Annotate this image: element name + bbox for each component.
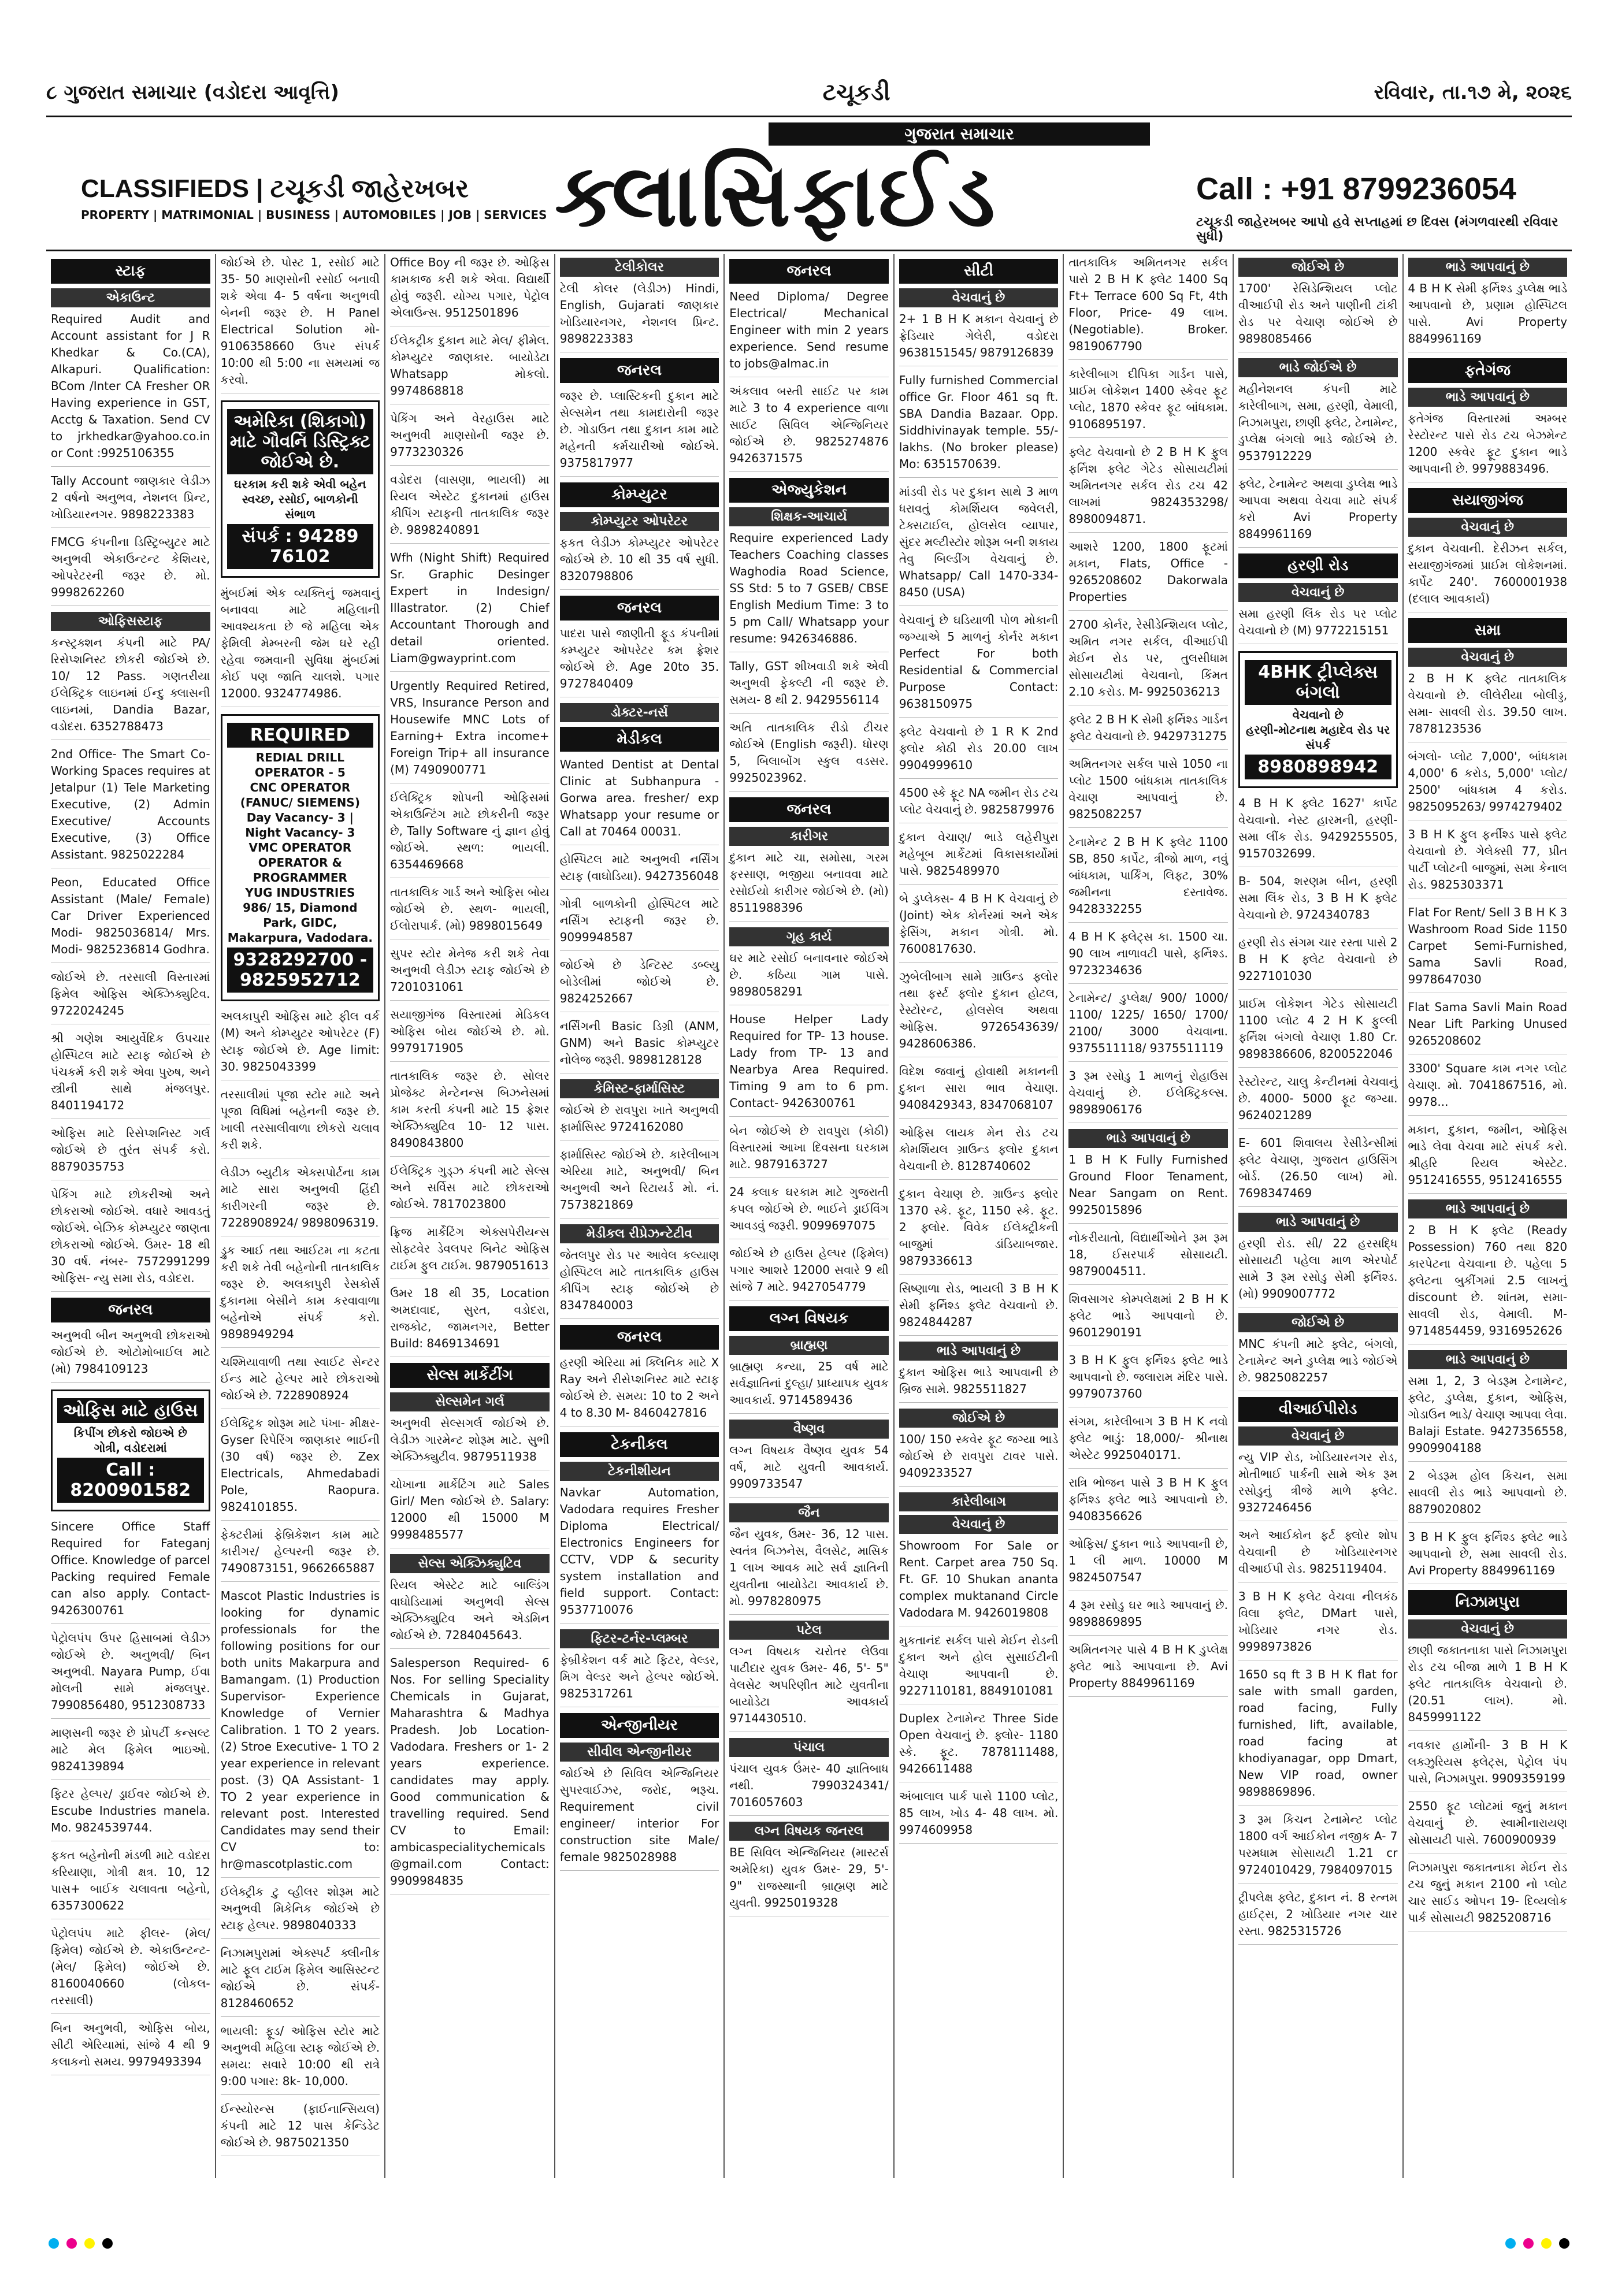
category-heading: જનરલ — [729, 797, 889, 822]
classified-ad: 2 B H K ફ્લેટ (Ready Possession) 760 તથા 820 કારપેટના વેચવાના છે. પહેલા 5 ફ્લેટના બુકીંગમાં 2.5 લાખનું discount છે. શાંતમ, સમા- સાવલી રોડ, વેમાલી. M- 9714854459, 9316952626 — [1408, 1222, 1568, 1344]
subcategory-heading: પટેલ — [729, 1621, 889, 1640]
ad-column — [1234, 254, 1404, 2178]
display-ad-line: Call : 8200901582 — [57, 1458, 204, 1503]
classified-ad: રાત્રિ ભોજન પાસે 3 B H K ફુલ ફર્નિશ્ડ ફ્લેટ ભાડે આપવાનો છે. 9408356626 — [1068, 1474, 1228, 1530]
classified-ad: જોઈએ છે રાવપુરા ખાતે અનુભવી ફાર્માસિસ્ટ 9724162080 — [560, 1102, 719, 1140]
classified-ad: અનુભવી સેલ્સગર્લ જોઈએ છે. લેડીઝ ગારમેન્ટ શોરૂમ માટે. સુભી એક્ઝિક્યુટીવ. 9879511938 — [390, 1415, 550, 1470]
classified-ad: નવકાર હાર્મોની- 3 B H K લક્ઝુરિયસ ફ્લેટ્સ, પેટ્રોલ પંપ પાસે, નિઝામપુરા. 9909359199 — [1408, 1737, 1568, 1792]
subcategory-heading: વેચવાનું છે — [899, 1515, 1059, 1534]
display-ad-line: સંપર્ક : 94289 76102 — [227, 524, 374, 569]
ad-column — [555, 254, 725, 2178]
classified-ad: બ્રાહ્મણ કન્યા, 25 વર્ષ માટે સર્વજ્ઞાતિનાં દુલ્હા/ પ્રાધ્યાપક યુવક આવકાર્ય. 9714589436 — [729, 1358, 889, 1414]
classified-ad: અંબાલાલ પાર્ક પાસે 1100 પ્લોટ, 85 લાખ, ખોડ 4- 48 લાખ. મો. 9974609958 — [899, 1788, 1059, 1844]
classified-ad: Navkar Automation, Vadodara requires Fresher Diploma Electrical/ Electronics Engineers for CCTV, VDP & security system installation and field support. Contact: 9537710076 — [560, 1484, 719, 1623]
classified-ad: ટેનામેન્ટ 2 B H K ફ્લેટ 1100 SB, 850 કાર્પેટ, ત્રીજો માળ, નવું બાંધકામ, પાર્કિંગ, લિફ્ટ, 30% જમીનના દસ્તાવેજ. 9428332255 — [1068, 834, 1228, 923]
classified-ad: બિન અનુભવી, ઓફિસ બોય, સીટી એરિયામાં, સાંજે 4 થી 9 કલાકનો સમય. 9979493394 — [51, 2020, 210, 2075]
classified-ad: વડોદરા (વાસણા, ભાયલી) મા રિયલ એસ્ટેટ દુકાનમાં હાઉસ કીપિંગ સ્ટાફની તાતકાલિક જરૂર છે. 9898240891 — [390, 471, 550, 544]
subcategory-heading: કોમ્પ્યુટર ઓપરેટર — [560, 512, 719, 531]
classified-ad: નિઝામપુરા જકાતનાકા મેઈન રોડ ટચ જુનું મકાન 2100 નો પ્લોટ ચાર સાઈડ ઓપન 19- દિવ્યલોક પાર્ક સોસાયટી 9825208716 — [1408, 1859, 1568, 1931]
display-ad-line: VMC OPERATOR — [248, 841, 352, 855]
classified-ad: Salesperson Required- 6 Nos. For selling Speciality Chemicals in Gujarat, Maharashtra & Madhya Pradesh. Job Location- Vadodara. Freshers or 1- 2 years experience. candidates may apply. Good communication & travelling required. Send CV to Email: ambicaspecialitychemicals @gmail.com Contact: 9909984835 — [390, 1655, 550, 1894]
classified-ad: ફ્લેટ 2 B H K સેમી ફર્નિશ્ડ ગાર્ડન ફ્લેટ વેચવાનો છે. 9429731275 — [1068, 711, 1228, 750]
classified-ad: Urgently Required Retired, VRS, Insurance Person and Housewife MNC Lots of Earning+ Extra income+ Foreign Trip+ all insurance (M) 7490900771 — [390, 678, 550, 783]
classified-ad: તાતકાલિક અમિતનગર સર્કલ પાસે 2 B H K ફ્લેટ 1400 Sq Ft+ Terrace 600 Sq Ft, 4th Floor, Price- 49 લાખ. (Negotiable). Broker. 9819067790 — [1068, 254, 1228, 360]
classified-ad: લેડીઝ બ્યુટીક એક્સપોર્ટના કામ માટે સારા અનુભવી હિંદી કારીગરની જરૂર છે. 7228908924/ 9898096319. — [221, 1164, 380, 1236]
category-heading: નિઝામપુરા — [1408, 1590, 1568, 1615]
classified-ad: 2700 કોર્નર, રેસીડેન્શિયલ પ્લોટ, અમિત નગર સર્કલ, વીઆઈપી મેઈન રોડ પર, તુલસીધામ સોસાયટીમાં વેચવાનો, કિંમત 2.10 કરોડ. M- 9925036213 — [1068, 616, 1228, 705]
subcategory-heading: ટેકનીશીયન — [560, 1462, 719, 1481]
classified-ad: ઓફિસ માટે રિસેપ્શનિસ્ટ ગર્લ જોઈએ છે તુરંત સંપર્ક કરો. 8879035753 — [51, 1125, 210, 1180]
category-list: PROPERTY | MATRIMONIAL | BUSINESS | AUTOMOBILES | JOB | SERVICES — [81, 208, 547, 222]
classified-ad: વિદેશ જવાનું હોવાથી મકાનની દુકાન સારા ભાવ વેચાણ. 9408429343, 8347068107 — [899, 1063, 1059, 1119]
subcategory-heading: વેચવાનું છે — [1238, 583, 1398, 602]
classified-ad: MNC કંપની માટે ફ્લેટ, બંગલો, ટેનામેન્ટ અને ડુપ્લેક્ષ ભાડે જોઈએ છે. 9825082257 — [1238, 1336, 1398, 1391]
subcategory-heading: ભાડે આપવાનું છે — [1408, 388, 1568, 407]
subcategory-heading: ફિટર-ટર્નર-પ્લમ્બર — [560, 1629, 719, 1648]
classified-ad: House Helper Lady Required for TP- 13 house. Lady from TP- 13 and Nearbya Area Required. Timing 9 am to 6 pm. Contact- 9426300761 — [729, 1011, 889, 1117]
display-ad — [221, 400, 380, 578]
ad-column — [1404, 254, 1572, 2178]
black-mark — [1559, 2238, 1569, 2249]
classified-ad: પેટ્રોલપંપ માટે ફીલર- (મેલ/ ફિમેલ) જોઈએ છે. એકાઉન્ટન્ટ- (મેલ/ ફિમેલ) જોઈએ છે. 8160040660 (લોકલ- તરસાલી) — [51, 1925, 210, 2014]
display-ad-line: હરણી-મોટનાથ મહાદેવ રોડ પર — [1246, 723, 1390, 737]
classified-ad: 4500 સ્કે ફૂટ NA જમીન રોડ ટચ પ્લોટ વેચવાનું છે. 9825879976 — [899, 785, 1059, 823]
classified-ad: ઈન્સ્યોરન્સ (ફાઈનાન્સિયલ) કંપની માટે 12 પાસ કેન્ડિડેટ જોઈએ છે. 9875021350 — [221, 2101, 380, 2156]
classified-ad: નિઝામપુરામાં એક્સ્પર્ટ ક્લીનીક માટે ફૂલ ટાઈમ ફિમેલ આસિસ્ટન્ટ જોઈએ છે. સંપર્ક- 8128460652 — [221, 1945, 380, 2017]
category-heading: વીઆઈપીરોડ — [1238, 1397, 1398, 1422]
classified-ad: દુકાન વેચવાની. દેરીઝન સર્કલ, સયાજીગંજમાં પ્રાઈમ લોકેશનમાં. કાર્પેટ 240'. 7600001938 (દલાલ આવકાર્ય) — [1408, 540, 1568, 612]
classified-ad: 1700' રેસિડેન્શિયલ પ્લોટ વીઆઈપી રોડ અને પાણીની ટાંકી રોડ પર વેચાણ જોઈએ છે 9898085466 — [1238, 280, 1398, 352]
display-ad — [1238, 651, 1398, 788]
classified-ad: સયાજીગંજ વિસ્તારમાં મેડિકલ ઓફિસ બોય જોઈએ છે. મો. 9979171905 — [390, 1006, 550, 1062]
classified-ad: ફેક્ટરીમાં ફેબ્રિકેશન કામ માટે કારીગર/ હેલ્પરની જરૂર છે. 7490873151, 9662665887 — [221, 1526, 380, 1582]
magenta-mark — [66, 2238, 77, 2249]
classified-ad: ચશ્મિયાવાળી તથા સ્વાઈટ સેન્ટર ઈન્ડ માટે હેલ્પર મારે છોકરાઓ જોઈએ છે. 7228908924 — [221, 1354, 380, 1409]
classified-ad: ઈલેક્ટ્રીક ટુ વ્હીલર શોરૂમ માટે અનુભવી મિકેનિક જોઈએ છે સ્ટાફ હેલ્પર. 9898040333 — [221, 1883, 380, 1939]
category-heading: ફતેગંજ — [1408, 358, 1568, 383]
classified-ad: દુકાન ઓફિસ ભાડે આપવાની છે બ્રિજ સામે. 9825511827 — [899, 1364, 1059, 1403]
classified-ad: ફેબ્રીકેશન વર્ક માટે ફિટર, વેલ્ડર, મિગ વેલ્ડર અને હેલ્પર જોઈએ. 9825317261 — [560, 1652, 719, 1707]
subcategory-heading: જોઈએ છે — [1238, 258, 1398, 277]
subcategory-heading: ભાડે આપવાનું છે — [1408, 1199, 1568, 1218]
subcategory-heading: વેચવાનું છે — [1408, 1619, 1568, 1639]
subcategory-heading: જૈન — [729, 1503, 889, 1522]
classified-ad: બે ડુપ્લેક્સ- 4 B H K વેચવાનું છે (Joint) એક કોર્નરમાં અને એક ફેસિંગ, મકાન ગોત્રી. મો. 7600817630. — [899, 890, 1059, 963]
subcategory-heading: સીવીલ એન્જીનીયર — [560, 1743, 719, 1762]
subcategory-heading: કેમિસ્ટ-ફાર્માસિસ્ટ — [560, 1079, 719, 1098]
classified-ad: દુકાન વેચાણ છે. ગ્રાઉન્ડ ફ્લોર 1370 સ્કે. ફૂટ, 1150 સ્કે. ફૂટ. 2 ફ્લોર. વિવેક ઈલેક્ટ્રીકની બાજુમાં ડાંડિયાબજાર. 9879336613 — [899, 1186, 1059, 1275]
classified-ad: ભાયલી: ફૂડ/ ઓફિસ સ્ટોર માટે અનુભવી મહિલા સ્ટાફ જોઈએ છે. સમય: સવારે 10:00 થી રાત્રે 9:00 પગાર: 8k- 10,000. — [221, 2023, 380, 2095]
classified-ad: 3 B H K ફુલ ફર્નિશ્ડ ફ્લેટ ભાડે આપવાનો છે. જલારામ મંદિર પાસે. 9979073760 — [1068, 1352, 1228, 1407]
masthead-title: ક્લાસિફાઈડ — [555, 146, 998, 246]
classified-ad: કારેલીબાગ દીપિકા ગાર્ડન પાસે, પ્રાઈમ લોકેશન 1400 સ્કેવર ફૂટ પ્લોટ, 1870 સ્કેવર ફૂટ બાંધકામ. 9106895197. — [1068, 366, 1228, 438]
classified-ad: માંડવી રોડ પર દુકાન સાથે 3 માળ ધરાવતું કોમર્શિયલ જવેલરી, ટેક્સટાઈલ, હોલસેલ વ્યાપાર, સુંદર મલ્ટીસ્ટોર શોરૂમ બની શકાય તેવુ બિલ્ડીંગ વેચવાનું છે. Whatsapp/ Call 1470-334-8450 (USA) — [899, 484, 1059, 606]
category-heading: સીટી — [899, 259, 1059, 284]
classified-ad: 4 B H K સેમી ફર્નિશ્ડ ડુપ્લેક્ષ ભાડે આપવાનો છે, પ્રણામ હોસ્પિટલ પાસે. Avi Property 8849961169 — [1408, 280, 1568, 352]
classified-ad: નોકરીયાતો, વિદ્યાર્થીઓને રૂમ રૂમ 18, ઈસરપાર્ક સોસાયટી. 9879004511. — [1068, 1229, 1228, 1285]
display-ad-line: કિપીંગ છોકરો જોઇએ છે — [73, 1426, 187, 1440]
classified-ad: તાતકાલિક જરૂર છે. સોલર પ્રોજેક્ટ મેન્ટેનન્સ બિઝનેસમાં કામ કરતી કંપની માટે 15 ફ્રેશર એક્ઝિક્યુટિવ 10- 12 પાસ. 8490843800 — [390, 1068, 550, 1157]
classified-ad: B- 504, શરણમ બીન, હરણી સમા લિંક રોડ, 3 B H K ફ્લેટ વેચવાનો છે. 9724340783 — [1238, 873, 1398, 928]
classified-ad: Wanted Dentist at Dental Clinic at Subhanpura - Gorwa area. fresher/ exp Whatsapp your resume or Call at 70464 00031. — [560, 756, 719, 845]
classified-ad: 2 બેડરૂમ હોલ કિચન, સમા સાવલી રોડ ભાડે આપવાનો છે. 8879020802 — [1408, 1467, 1568, 1523]
classified-ad: જૈન યુવક, ઉમર- 36, 12 પાસ. સ્વતંત્ર બિઝનેસ, વૈલસેટ, માસિક 1 લાખ આવક માટે સર્વ જ્ઞાતિની યુવતીના બાયોડેટા આવકાર્ય છે. મો. 9978280975 — [729, 1526, 889, 1615]
display-ad-line: Day Vacancy- 3 | Night Vacancy- 3 — [245, 811, 355, 839]
classified-ad: પાદરા પાસે જાણીતી ફૂડ કંપનીમાં કમ્પ્યુટર ઓપરેટર કમ ફ્રેશર જોઈએ છે. Age 20to 35. 9727840409 — [560, 625, 719, 697]
classified-ad: ઉમર 18 થી 35, Location અમદાવાદ, સુરત, વડોદરા, રાજકોટ, જામનગર, Better Build: 8469134691 — [390, 1285, 550, 1357]
classified-ad: દુકાન માટે ચા, સમોસા, ગરમ ફરસાણ, ભજીયા બનાવવા માટે રસોઈયો કારીગર જોઈએ છે. (મો) 8511988396 — [729, 849, 889, 922]
classified-ad: Peon, Educated Office Assistant (Male/ Female) Car Driver Experienced Modi- 9825036814/ Mrs. Modi- 9825236814 Godhra. — [51, 874, 210, 963]
subcategory-heading: ભાડે જોઈએ છે — [1238, 358, 1398, 377]
page-folio — [46, 69, 1572, 117]
classified-ad: Mascot Plastic Industries is looking for dynamic professionals for the following positions for our both units Makarpura and Bamangam. (1) Production Supervisor- Experience Knowledge of Vernier Calibration. 1 TO 2 years. (2) Stroe Executive- 1 TO 2 year experience in relevant post. (3) QA Assistant- 1 TO 2 year experience in relevant post. Interested Candidates may send their CV to: hr@mascotplastic.com — [221, 1588, 380, 1878]
subcategory-heading: એકાઉન્ટ — [51, 288, 210, 307]
classified-ad: ફ્રિજ માર્કેટિંગ એક્સપેરીયન્સ સોફ્ટવેર ડેવલપર બિનેટ ઓફિસ ટાઈમ ફુલ ટાઈમ. 9879051613 — [390, 1224, 550, 1279]
classified-ad: અમિતનગર સર્કલ પાસે 1050 ના પ્લોટ 1500 બાંધકામ તાતકાલિક વેચાણ આપવાનું છે. 9825082257 — [1068, 756, 1228, 828]
classified-ad: Required Audit and Account assistant for J R Khedkar & Co.(CA), Alkapuri. Qualification: BCom /Inter CA Fresher OR Having experience in GST, Acctg & Taxation. Send CV to jrkhedkar@yahoo.co.in or Cont :9925106355 — [51, 311, 210, 467]
classified-ad: પેકિંગ માટે છોકરીઓ અને છોકરાઓ જોઈએ. વધારે આવડતું જોઈએ. બેઝિક કોમ્પ્યુટર જાણતા છોકરાઓ જોઈએ. ઉમર- 18 થી 30 વર્ષ. નંબર- 7572991299 ઓફિસ- ન્યુ સમા રોડ, વડોદરા. — [51, 1186, 210, 1292]
classified-ad: જોઈએ છે સિવિલ એન્જિનિયર સુપરવાઈઝર, જરોદ, ભરૂચ. Requirement civil engineer/ interior For construction site Male/ female 9825028988 — [560, 1765, 719, 1871]
classified-ad: Tally Account જાણકાર લેડીઝ 2 વર્ષનો અનુભવ, નેશનલ પ્રિન્ટ, ખોડિયારનગર. 9898223383 — [51, 473, 210, 528]
display-ad — [221, 714, 380, 1001]
ad-column — [46, 254, 216, 2178]
classified-ad: હરણી એરિયા માં ક્લિનિક માટે X Ray અને રીસેપ્શનિસ્ટ માટે સ્ટાફ જોઈએ છે. સમય: 10 to 2 અને 4 to 8.30 M- 8460427816 — [560, 1354, 719, 1426]
subcategory-heading: જોઈએ છે — [899, 1409, 1059, 1428]
classified-ad: ઝુબેલીબાગ સામે ગ્રાઉન્ડ ફ્લોર તથા ફર્સ્ટ ફ્લોર દુકાન હોટલ, રેસ્ટોરન્ટ, હોલસેલ અથવા ઓફિસ. 9726543639/ 9428606386. — [899, 968, 1059, 1057]
folio-section: ટચૂકડી — [822, 79, 890, 106]
classified-ad: લગ્ન વિષયક વૈષ્ણવ યુવક 54 વર્ષ, માટે યુવતી આવકાર્ય. 9909733547 — [729, 1442, 889, 1498]
classified-ad: ફ્લેટ, ટેનામેન્ટ અથવા ડુપ્લેક્ષ ભાડે આપવા અથવા વેચવા માટે સંપર્ક કરો Avi Property 8849961169 — [1238, 475, 1398, 548]
classified-ad: Fully furnished Commercial office Gr. Floor 461 sq ft. SBA Dandia Bazaar. Opp. Siddhivinayak temple. 55/- lakhs. (No broker please) Mo: 6351570639. — [899, 372, 1059, 478]
display-ad-line: સ્વચ્છ, રસોઈ, બાળકોની સંભાળ — [242, 492, 358, 521]
classified-ad: 3300' Square કામ નગર પ્લોટ વેચાણ. મો. 7041867516, મો. 9978... — [1408, 1060, 1568, 1116]
classified-ad: ઈલેક્ટ્રિક શોપની ઓફિસમાં એકાઉન્ટિંગ માટે છોકરીની જરૂર છે, Tally Software નું જ્ઞાન હોવું જોઈએ. સ્થળ: ભાયલી. 6354469668 — [390, 789, 550, 878]
category-heading: સેલ્સ માર્કેટીંગ — [390, 1363, 550, 1388]
classified-ad: Need Diploma/ Degree Electrical/ Mechanical Engineer with min 2 years experience. Send resume to jobs@almac.in — [729, 288, 889, 377]
classified-ad: નર્સિંગની Basic ડિગ્રી (ANM, GNM) અને Basic કોમ્પ્યુટર નોલેજ જરૂરી. 9898128128 — [560, 1018, 719, 1073]
classified-ad: ઈલેકટ્રીક દુકાન માટે મેલ/ ફીમેલ. કોમ્પ્યુટર જાણકાર. બાયોડેટા Whatsapp મોકલો. 9974868818 — [390, 332, 550, 404]
classified-ad: Tally, GST શીખવાડી શકે એવી અનુભવી ફેકલ્ટી ની જરૂર છે. સમય- 8 થી 2. 9429556114 — [729, 658, 889, 714]
black-mark — [102, 2238, 113, 2249]
category-heading: એજ્યુકેશન — [729, 478, 889, 503]
classified-ad: મકાન, દુકાન, જમીન, ઓફિસ ભાડે લેવા વેચવા માટે સંપર્ક કરો. શ્રીહરિ રિયલ એસ્ટેટ. 9512416555, 9512416555 — [1408, 1121, 1568, 1194]
classified-ad: સુપર સ્ટોર મેનેજ કરી શકે તેવા અનુભવી લેડીઝ સ્ટાફ જોઈએ છે 7201031061 — [390, 945, 550, 1001]
classified-ad: ટેનામેન્ટ/ ડુપ્લેક્ષ/ 900/ 1000/ 1100/ 1225/ 1650/ 1700/ 2100/ 3000 વેચવાના. 9375511118/ 9375511119 — [1068, 990, 1228, 1062]
subcategory-heading: વૈષ્ણવ — [729, 1420, 889, 1439]
classified-ad: 2 B H K ફ્લેટ તાતકાલિક વેચવાનો છે. લીલેરીયા બોલીડ્ડ, સમા- સાવલી રોડ. 39.50 લાખ. 7878123536 — [1408, 670, 1568, 742]
classified-ad: સંગમ, કારેલીબાગ 3 B H K નવો ફ્લેટ ભાડું: 18,000/- શ્રીનાથ એસ્ટેટ 9925040171. — [1068, 1413, 1228, 1469]
newspaper-brand: ગુજરાત સમાચાર — [769, 122, 1150, 146]
classified-ad: બંગલો- પ્લોટ 7,000', બાંધકામ 4,000' 6 કરોડ, 5,000' પ્લોટ/ 2500' બાંધકામ 4 કરોડ. 9825095263/ 9974279402 — [1408, 748, 1568, 820]
classified-ad: Sincere Office Staff Required for Fateganj Office. Knowledge of parcel Packing required Female can also apply. Contact- 9426300761 — [51, 1518, 210, 1624]
classified-ad: E- 601 શિવાલય રેસીડેન્સીમાં ફ્લેટ વેચાણ, ગુજરાત હાઉસિંગ બોર્ડ. (26.50 લાખ) મો. 7698347469 — [1238, 1135, 1398, 1207]
magenta-mark — [1523, 2238, 1534, 2249]
subcategory-heading: પંચાલ — [729, 1738, 889, 1757]
category-heading: લગ્ન વિષયક — [729, 1306, 889, 1331]
category-heading: સયાજીગંજ — [1408, 488, 1568, 513]
classified-ad: FMCG કંપનીના ડિસ્ટ્રિબ્યુટર માટે અનુભવી એકાઉન્ટન્ટ કેશિયર, ઓપરેટરની જરૂર છે. મો. 9998262260 — [51, 534, 210, 606]
display-ad-line: REDIAL DRILL OPERATOR - 5 — [254, 751, 346, 779]
classified-ad: જોઈએ છે ડેન્ટિસ્ટ ડબ્લ્યુ બોડેલીમાં જોઈએ છે. 9824252667 — [560, 957, 719, 1012]
classified-ad: Flat Sama Savli Main Road Near Lift Parking Unused 9265208602 — [1408, 999, 1568, 1054]
classified-ad: ન્યુ VIP રોડ, ખોડિયારનગર રોડ, મોતીભાઈ પાર્કની સામે એક રૂમ રસોડુનું ત્રીજે માળે ફ્લેટ. 9327246456 — [1238, 1449, 1398, 1521]
classified-ad: સમા હરણી લિંક રોડ પર પ્લોટ વેચવાનો છે (M) 9772215151 — [1238, 605, 1398, 644]
classified-ad: તરસાલીમાં પૂજા સ્ટોર માટે અને પૂજા વિધિમાં બહેનની જરૂર છે. ખાલી તરસાલીવાળા છોકરો ચલાવ કરી શકે. — [221, 1086, 380, 1158]
classified-ad: વેચવાનું છે ઘડિયાળી પોળ મોકાની જગ્યાએ 5 માળનું કોર્નર મકાન Perfect For both Residential & Commercial Purpose Contact: 9638150975 — [899, 612, 1059, 718]
display-ad-line: ઘરકામ કરી શકે એવી બહેન — [234, 477, 366, 491]
classified-ad: ગોત્રી બાળકોની હોસ્પિટલ માટે નર્સિંગ સ્ટાફની જરૂર છે. 9099948587 — [560, 896, 719, 951]
classified-ad: પ્રાઈમ લોકેશન ગેટેડ સોસાયટી 1100 પ્લોટ 4 2 H K ફુલ્લી ફર્નિશ બંગલો વેચાણ 1.80 Cr. 9898386606, 8200522046 — [1238, 995, 1398, 1068]
subcategory-heading: મેડીકલ રીપ્રેઝન્ટેટીવ — [560, 1224, 719, 1243]
classified-ad: ટેલી કોલર (લેડીઝ) Hindi, English, Gujarati જાણકાર ખોડિયારનગર, નેશનલ પ્રિન્ટ. 9898223383 — [560, 280, 719, 352]
classified-ad: 3 B H K ફુલ ફર્નીશ્ડ પાસે ફ્લેટ વેચવાનો છે. ગેલેક્સી 77, પ્રીત પાર્ટી પ્લોટની બાજુમાં, સમા કેનાલ રોડ. 9825303371 — [1408, 826, 1568, 898]
category-heading: કોમ્પ્યુટર — [560, 482, 719, 507]
classified-ad: Office Boy ની જરૂર છે. ઓફિસ કામકાજ કરી શકે એવા. વિદ્યાર્થી હોવું જરૂરી. યોગ્ય પગાર, પેટ્રોલ એલાઉન્સ. 9512501896 — [390, 254, 550, 326]
classified-ad: કન્સ્ટ્રક્શન કંપની માટે PA/ રિસેપ્શનિસ્ટ છોકરી જોઈએ છે. 10/ 12 Pass. ગણતરીયા ઈલેક્ટ્રિક લાઇનમાં ઈન્દુ ક્લાસની લાઇનમાં, Dandia Bazar, વડોદરા. 6352788473 — [51, 634, 210, 740]
classified-ad: અતિ તાતકાલિક રીડો ટીચર જોઈએ (English જરૂરી). ધોરણ 5, બિલાબોંગ સ્કુલ વડસર. 9925023962. — [729, 719, 889, 792]
classified-ad: જોઈએ છે. પોસ્ટ 1, રસોઈ માટે 35- 50 માણસોની રસોઈ બનાવી શકે એવા 4- 5 વર્ષના અનુભવી બેનની જરૂર છે. H Panel Electrical Solution મો- 9106358660 ઉપર સંપર્ક 10:00 થી 5:00 ના સમયમાં જ કરવો. — [221, 254, 380, 393]
classified-ad: BE સિવિલ એન્જિનિયર (માસ્ટર્સ અમેરિકા) યુવક ઉમર- 29, 5'- 9" રાજસ્થાની બ્રાહ્મણ માટે યુવતી. 9925019328 — [729, 1844, 889, 1916]
classified-ad: હરણી રોડ સંગમ ચાર રસ્તા પાસે 2 B H K ફ્લેટ વેચવાનો છે 9227101030 — [1238, 934, 1398, 990]
display-ad-line: ગોત્રી, વડોદરામાં — [94, 1441, 167, 1455]
classified-ad: ફિટર હેલ્પર/ ડ્રાઈવર જોઈએ છે. Escube Industries manela. Mo. 9824539744. — [51, 1786, 210, 1841]
cyan-mark — [49, 2238, 59, 2249]
subcategory-heading: ઓફિસસ્ટાફ — [51, 612, 210, 631]
classified-ad: આશરે 1200, 1800 ફૂટમાં મકાન, Flats, Office - 9265208602 Dakorwala Properties — [1068, 538, 1228, 611]
category-heading: જનરલ — [51, 1298, 210, 1322]
display-ad-line: વેચવાનો છે — [1292, 708, 1344, 722]
category-heading: સમા — [1408, 618, 1568, 643]
classified-ad: દુકાન વેચાણ/ ભાડે લહેરીપુરા મહેબૂબ માર્કેટમાં વિકાસકાર્યોમાં પાસે. 9825489970 — [899, 829, 1059, 885]
classified-ad: બેન જોઈએ છે રાવપુરા (કોઠી) વિસ્તારમાં આખા દિવસના ઘરકામ માટે. 9879163727 — [729, 1123, 889, 1178]
display-ad-line: 8980898942 — [1245, 755, 1391, 779]
classified-ad: અંકલાવ બસ્તી સાઈટ પર કામ માટે 3 to 4 experience વાળા સાઈટ સિવિલ એન્જિનિયર જોઈએ છે. 9825274876 9426371575 — [729, 383, 889, 472]
subcategory-heading: વેચવાનું છે — [1408, 648, 1568, 667]
subcategory-heading: વેચવાનું છે — [899, 288, 1059, 307]
subcategory-heading: કારીગર — [729, 827, 889, 846]
classified-ad: 4 B H K ફ્લેટ્સ કા. 1500 ચા. 90 લાખ નાળાવટી પાસે, ફર્નિશ્ડ. 9723234636 — [1068, 928, 1228, 984]
call-number: Call : +91 8799236054 — [1196, 172, 1516, 206]
classified-ad: મહીનેશનલ કંપની માટે કારેલીબાગ, સમા, હરણી, વેમાલી, નિઝામપુરા, છાણી ફ્લેટ, ટેનામેન્ટ, ડુપ્લેક્ષ બંગલો ભાડે જોઈએ છે. 9537912229 — [1238, 381, 1398, 470]
ad-column — [725, 254, 895, 2178]
classified-ad: ઓફિસ/ દુકાન ભાડે આપવાની છે, 1 લી માળ. 10000 M 9824507547 — [1068, 1536, 1228, 1591]
classified-ad: ફાર્માસિસ્ટ જોઈએ છે. કારેલીબાગ એરિયા માટે, અનુભવી/ બિન અનુભવી અને રિટાયર્ડ મો. નં. 7573821869 — [560, 1146, 719, 1218]
color-marks-left — [46, 2238, 115, 2261]
subcategory-heading: વેચવાનું છે — [1408, 518, 1568, 537]
classified-ad: ફકત બહેનોની મંડળી માટે વડોદરા કરિયાણા, ગોત્રી ક્ષત્ર. 10, 12 પાસ+ બાઈક ચલાવતા બહેનો, 6357300622 — [51, 1847, 210, 1919]
classified-ad: 3 રૂમ કિચન ટેનામેન્ટ પ્લોટ 1800 વર્ગ આઈકોન નજીક A- 7 પરમધામ સોસાયટી 1.21 cr 9724010429, 7984097015 — [1238, 1811, 1398, 1883]
category-heading: જનરલ — [729, 259, 889, 284]
classified-ad: ઈલેક્ટ્રિક ગુડ્ઝ કંપની માટે સેલ્સ અને સર્વિસ માટે છોકરાઓ જોઈએ. 7817023800 — [390, 1162, 550, 1218]
classified-ad: 2550 ફૂટ પ્લોટમાં જુનું મકાન વેચવાનું છે. સ્વામીનારાયણ સોસાયટી પાસે. 7600900939 — [1408, 1798, 1568, 1853]
classified-ad: Require experienced Lady Teachers Coaching classes Waghodia Road Science, SS Std: 5 to 7 GSEB/ CBSE English Medium Time: 3 to 5 pm Call/ Whatsapp your resume: 9426346886. — [729, 530, 889, 652]
classified-ad: અમિતનગર પાસે 4 B H K ડુપ્લેક્ષ ફ્લેટ ભાડે આપવાના છે. Avi Property 8849961169 — [1068, 1641, 1228, 1697]
classified-ad: ચોખાના માર્કેટિંગ માટે Sales Girl/ Men જોઈએ છે. Salary: 12000 થી 15000 M 9998485577 — [390, 1476, 550, 1548]
classified-ad: 24 કલાક ઘરકામ માટે ગુજરાતી કપલ જોઈએ છે. ભાઈને ડ્રાઈવિંગ આવડવું જરૂરી. 9099697075 — [729, 1184, 889, 1239]
classified-ad: જરૂર છે. પ્લાસ્ટિકની દુકાન માટે સેલ્સમેન તથા કામદારોની જરૂર છે. ગોડાઉન તથા દુકાન કામ માટે મહેનતી કર્મચારીઓ જોઈએ. 9375817977 — [560, 388, 719, 477]
category-heading: ટેકનીકલ — [560, 1432, 719, 1457]
classified-ad: રેસ્ટોરન્ટ, ચાલુ કેન્ટીનમાં વેચવાનું છે. 4000- 5000 ફૂટ જગ્યા. 9624021289 — [1238, 1073, 1398, 1129]
classified-ad: સમા 1, 2, 3 બેડરૂમ ટેનામેન્ટ, ફ્લેટ, ડુપ્લેક્ષ, દુકાન, ઓફિસ, ગોડાઉન ભાડે/ વેચાણ આપવા લેવા. Balaji Estate. 9427356558, 9909904188 — [1408, 1373, 1568, 1462]
classified-ad: માણસની જરૂર છે પ્રોપર્ટી કન્સલ્ટ માટે મેલ ફિમેલ ભાઇઓ. 9824139894 — [51, 1725, 210, 1780]
classified-ad: છાણી જકાતનાકા પાસે નિઝામપુરા રોડ ટચ બીજા માળે 1 B H K ફ્લેટ તાતકાલિક વેચવાનો છે. (20.51 લાખ). મો. 8459991122 — [1408, 1642, 1568, 1731]
ad-column — [895, 254, 1064, 2178]
classified-ad: હોસ્પિટલ માટે અનુભવી નર્સિંગ સ્ટાફ (વાઘોડિયા). 9427356048 — [560, 851, 719, 890]
classified-ad: 3 B H K ફલેટ વેચવા નીલકંઠ વિલા ફ્લેટ, DMart પાસે, ખોડિયાર નગર રોડ. 9998973826 — [1238, 1588, 1398, 1660]
subcategory-heading: ડોક્ટર-નર્સ — [560, 703, 719, 722]
classified-ad: શ્રી ગણેશ આયુર્વેદિક ઉપચાર હોસ્પિટલ માટે સ્ટાફ જોઈએ છે પંચકર્મ કરી શકે એવા પુરુષ, અને સ્ત્રીની સાથે મંજલપુર. 8401194172 — [51, 1030, 210, 1119]
classified-ad: 2+ 1 B H K મકાન વેચવાનું છે ફ્રેડિયાર ગેલેરી, વડોદરા 9638151545/ 9879126839 — [899, 311, 1059, 366]
subcategory-heading: જોઈએ છે — [1238, 1313, 1398, 1332]
classified-ad: ફતેગંજ વિસ્તારમાં અમ્બર રેસ્ટોરન્ટ પાસે રોડ ટચ બેઝમેન્ટ 1200 સ્કવેર ફૂટ દુકાન ભાડે આપવાની છે. 9979883496. — [1408, 410, 1568, 482]
display-ad-line: 986/ 15, Diamond Park, GIDC, Makarpura, Vadodara. — [227, 901, 373, 945]
classified-ad: રિયલ એસ્ટેટ માટે બાલ્ડિંગ વાઘોડિયામાં અનુભવી સેલ્સ એક્ઝિક્યુટિવ અને એડમિન જોઈએ છે. 7284045643. — [390, 1577, 550, 1649]
ad-columns — [46, 254, 1572, 2178]
subcategory-heading: ભાડે આપવાનું છે — [1408, 1350, 1568, 1369]
subcategory-heading: ગૃહ કાર્ય — [729, 927, 889, 946]
classified-ad: શિવસાગર કોમ્પલેક્ષમાં 2 B H K ફ્લેટ ભાડે આપવાનો છે. 9601290191 — [1068, 1291, 1228, 1346]
classified-ad: જોઈએ છે હાઉસ હેલ્પર (ફિમેલ) પગાર આશરે 12000 સવારે 9 થી સાંજે 7 માટે. 9427054779 — [729, 1245, 889, 1301]
subcategory-heading: ટેલીકોલર — [560, 258, 719, 277]
classified-ad: Showroom For Sale or Rent. Carpet area 750 Sq. Ft. GF. 10 Shukan ananta complex muktanand Circle Vadodara M. 9426019808 — [899, 1537, 1059, 1626]
display-ad — [51, 1390, 210, 1511]
ad-column — [216, 254, 386, 2178]
classified-ad: ઘર માટે રસોઈ બનાવનાર જોઈએ છે. કઠિયા ગામ પાસે. 9898058291 — [729, 950, 889, 1005]
folio-left: ૮ ગુજરાત સમાચાર (વડોદરા આવૃત્તિ) — [46, 81, 339, 104]
category-heading: મેડીકલ — [560, 727, 719, 752]
subcategory-heading: ભાડે આપવાનું છે — [899, 1342, 1059, 1361]
display-ad-line: અમેરિકા (શિકાગો) માટે ગૌવર્નિ ડિસ્ટ્રિક્ટ જોઈએ છે. — [227, 409, 374, 474]
classified-ad: તાતકાલિક ગાર્ડ અને ઓફિસ બોય જોઈએ છે. સ્થળ- ભાયલી, ઈલોરાપાર્ક. (મો) 9898015649 — [390, 884, 550, 939]
cyan-mark — [1505, 2238, 1516, 2249]
display-ad-line: REQUIRED — [227, 723, 374, 748]
category-heading: હરણી રોડ — [1238, 553, 1398, 578]
classified-ad: 2nd Office- The Smart Co-Working Spaces requires at Jetalpur (1) Tele Marketing Executive, (2) Admin Executive/ Accounts Executive, (3) Office Assistant. 9825022284 — [51, 746, 210, 868]
classified-ad: ડ્રુક આઈ તથા આઈટમ ના કટતા કરી શકે તેવી બહેનોની તાતકાલિક જરૂર છે. અલકાપુરી રેસકોર્સ દુકાનમા બેસીને કામ કરવાવાળા બહેનોએ સંપર્ક કરો. 9898949294 — [221, 1242, 380, 1348]
classified-ad: 1 B H K Fully Furnished Ground Floor Tenament, Near Sangam on Rent. 9925015896 — [1068, 1151, 1228, 1224]
classified-ad: ફકત લેડીઝ કોમ્પ્યુટર ઓપરેટર જોઈએ છે. 10 થી 35 વર્ષ સુધી. 8320798806 — [560, 534, 719, 590]
classified-ad: પેકિંગ અને વેરહાઉસ માટે અનુભવી માણસોની જરૂર છે. 9773230326 — [390, 410, 550, 466]
display-ad-line: OPERATOR & PROGRAMMER — [253, 856, 347, 885]
call-note: ટચૂકડી જાહેરખબર આપો હવે સપ્તાહમાં છ દિવસ (મંગળવારથી રવિવાર સુધી) — [1196, 215, 1558, 244]
classified-ad: Flat For Rent/ Sell 3 B H K 3 Washroom Road Side 1150 Carpet Semi-Furnished, Sama Savli Road, 9978647030 — [1408, 904, 1568, 993]
classified-ad: અને આઈકોન ફર્ટ ફ્લોર શોપ વેચવાની છે ખોડિયારનગર વીઆઈપી રોડ. 9825119404. — [1238, 1527, 1398, 1582]
classified-ad: લગ્ન વિષયક ચરોતર લેઉવા પાટીદાર યુવક ઉમર- 46, 5'- 5" વેલસેટ અપરિણીત માટે યુવતીના બાયોડેટા આવકાર્ય 9714430510. — [729, 1643, 889, 1732]
classified-ad: હરણી રોડ. સી/ 22 હરસદ્ધિ સોસાયટી પહેલા માળ એરપોર્ટ સામે 3 રૂમ રસોડુ સેમી ફર્નિશ્ડ. (મો) 9909007772 — [1238, 1235, 1398, 1307]
subcategory-heading: ભાડે આપવાનું છે — [1238, 1213, 1398, 1232]
section-label: CLASSIFIEDS | ટચૂકડી જાહેરખબર — [81, 174, 469, 203]
classified-ad: 4 રૂમ રસોડુ ઘર ભાડે આપવાનું છે. 9898869895 — [1068, 1597, 1228, 1636]
classifieds-masthead — [46, 122, 1572, 251]
subcategory-heading: કારેલીબાગ — [899, 1492, 1059, 1511]
subcategory-heading: વેચવાનું છે — [1238, 1426, 1398, 1446]
subcategory-heading: બ્રાહ્મણ — [729, 1336, 889, 1355]
subcategory-heading: સેલ્સમેન ગર્લ — [390, 1392, 550, 1411]
yellow-mark — [1541, 2238, 1552, 2249]
display-ad-line: 4BHK ટ્રીપ્લેક્સ બંગલો — [1245, 660, 1391, 705]
classified-ad: મુકતાનંદ સર્કલ પાસે મેઈન રોડની દુકાન અને હોલ સુસાઈટીની વેચાણ આપવાની છે. 9227110181, 8849101081 — [899, 1632, 1059, 1704]
classified-ad: 100/ 150 સ્કવેર ફૂટ જગ્યા ભાડે જોઈએ છે રાવપુરા ટાવર પાસે. 9409233527 — [899, 1431, 1059, 1487]
classified-ad: 1650 sq ft 3 B H K flat for sale with small garden, road facing, Fully furnished, lift, available, road facing at khodiyanagar, opp Dmart, New VIP road, owner 9898869896. — [1238, 1666, 1398, 1805]
classified-ad: Wfh (Night Shift) Required Sr. Graphic Desinger Expert in Indesign/ Illastrator. (2) Chief Accountant Thorough and detail oriented. Liam@gwayprint.com — [390, 549, 550, 672]
subcategory-heading: ભાડે આપવાનું છે — [1408, 258, 1568, 277]
classified-ad: ઓફિસ લાયક મેન રોડ ટચ કોમર્શિયલ ગ્રાઉન્ડ ફ્લોર દુકાન વેચવાની છે. 8128740602 — [899, 1124, 1059, 1180]
classified-ad: અલકાપુરી ઓફિસ માટે ફીલ વર્ક (M) અને કોમ્પ્યુટર ઓપરેટર (F) સ્ટાફ જોઈએ છે. Age limit: 30. 9825043399 — [221, 1008, 380, 1080]
display-ad-line: 9328292700 - 9825952712 — [227, 948, 374, 993]
category-heading: જનરલ — [560, 1325, 719, 1350]
classified-ad: ઈલેક્ટ્રિક શોરૂમ માટે પંખા- મીક્ષર- Gyser રિપેરિંગ જાણકાર ભાઈની (30 વર્ષ) જરૂર છે. Zex Electricals, Ahmedabadi Pole, Raopura. 9824101855. — [221, 1415, 380, 1521]
display-ad-line: YUG INDUSTRIES — [245, 886, 355, 900]
color-marks-right — [1503, 2238, 1572, 2261]
yellow-mark — [84, 2238, 95, 2249]
classified-ad: Duplex ટેનામેન્ટ Three Side Open વેચવાનું છે. ફ્લોર- 1180 સ્કે. ફૂટ. 7878111488, 9426611488 — [899, 1710, 1059, 1782]
category-heading: સ્ટાફ — [51, 259, 210, 284]
classified-ad: પંચાલ યુવક ઉંમર- 40 જ્ઞાતિબાધ નથી. 7990324341/ 7016057603 — [729, 1760, 889, 1816]
classified-ad: ફ્લેટ વેચવાનો છે 1 R K 2nd ફ્લોર કોઠી રોડ 20.00 લાખ 9904999610 — [899, 723, 1059, 779]
classified-ad: 3 રૂમ રસોડુ 1 માળનું રોહાઉસ વેચવાનું છે. ઈલેક્ટ્રિકલ્સ. 9898906176 — [1068, 1068, 1228, 1123]
classified-ad: જોઈએ છે. તરસાલી વિસ્તારમાં ફિમેલ ઓફિસ એક્ઝિક્યુટિવ. 9722024245 — [51, 969, 210, 1024]
classified-ad: ફ્લેટ વેચવાનો છે 2 B H K ફુલ ફર્નિશ ફ્લેટ ગેટેડ સોસાયટીમાં અમિતનગર સર્કલ રોડ ટચ 42 લાખમાં 9824353298/ 8980094871. — [1068, 444, 1228, 533]
category-heading: જનરલ — [560, 358, 719, 383]
classified-ad: ટ્રીપલેક્ષ ફ્લેટ, દુકાન નં. 8 રત્નમ હાઈટ્સ, 2 ખોડિયાર નગર ચાર રસ્તા. 9825315726 — [1238, 1889, 1398, 1945]
ad-column — [385, 254, 555, 2178]
ad-column — [1064, 254, 1234, 2178]
display-ad-line: ઓફિસ માટે હાઉસ — [57, 1398, 204, 1423]
classified-ad: મુંબઈમાં એક વ્યક્તિનું જમવાનું બનાવવા માટે મહિલાની આવશ્યકતા છે જે મહિલા એક ફેમિલી મેમ્બરની જેમ ઘરે રહી રહેવા જમવાની સુવિધા મુંબઈમાં કોઈ પણ જાતિ ચાલશે. પગાર 12000. 9324774986. — [221, 585, 380, 707]
subcategory-heading: સેલ્સ એક્ઝિક્યુટિવ — [390, 1554, 550, 1573]
classified-ad: જેતલપુર રોડ પર આવેલ કલ્યાણ હોસ્પિટલ માટે તાતકાલિક હાઉસ કીપિંગ સ્ટાફ જોઈએ છે 8347840003 — [560, 1247, 719, 1319]
display-ad-line: CNC OPERATOR (FANUC/ SIEMENS) — [240, 781, 360, 809]
display-ad-line: સંપર્ક — [1305, 738, 1331, 752]
registration-marks — [46, 2238, 1572, 2261]
subcategory-heading: શિક્ષક-આચાર્ય — [729, 507, 889, 526]
category-heading: જનરલ — [560, 596, 719, 621]
subcategory-heading: લગ્ન વિષયક જનરલ — [729, 1822, 889, 1841]
folio-date: રવિવાર, તા.૧૭ મે, ૨૦૨૬ — [1374, 81, 1572, 104]
classified-ad: અનુભવી બીન અનુભવી છોકરાઓ જોઈએ છે. ઓટોમોબાઈલ માટે (મો) 7984109123 — [51, 1327, 210, 1383]
classified-ad: પેટ્રોલપંપ ઉપર હિસાબમાં લેડીઝ જોઈએ છે. અનુભવી/ બિન અનુભવી. Nayara Pump, ઈવા મોલની સામે મંજલપુર. 7990856480, 9512308733 — [51, 1630, 210, 1719]
subcategory-heading: ભાડે આપવાનું છે — [1068, 1129, 1228, 1148]
classified-ad: 4 B H K ફ્લેટ 1627' કાર્પેટ વેચવાનો. નેસ્ટ હારમની, હરણી- સમા લીંક રોડ. 9429255505, 9157032699. — [1238, 795, 1398, 867]
category-heading: એન્જીનીયર — [560, 1713, 719, 1738]
classified-ad: 3 B H K ફુલ ફર્નિશ્ડ ફ્લેટ ભાડે આપવાનો છે, સમા સાવલી રોડ. Avi Property 8849961169 — [1408, 1529, 1568, 1584]
classified-ad: સિષ્ણાળા રોડ, ભાયલી 3 B H K સેમી ફર્નિશ્ડ ફ્લેટ વેચવાનો છે. 9824844287 — [899, 1280, 1059, 1336]
